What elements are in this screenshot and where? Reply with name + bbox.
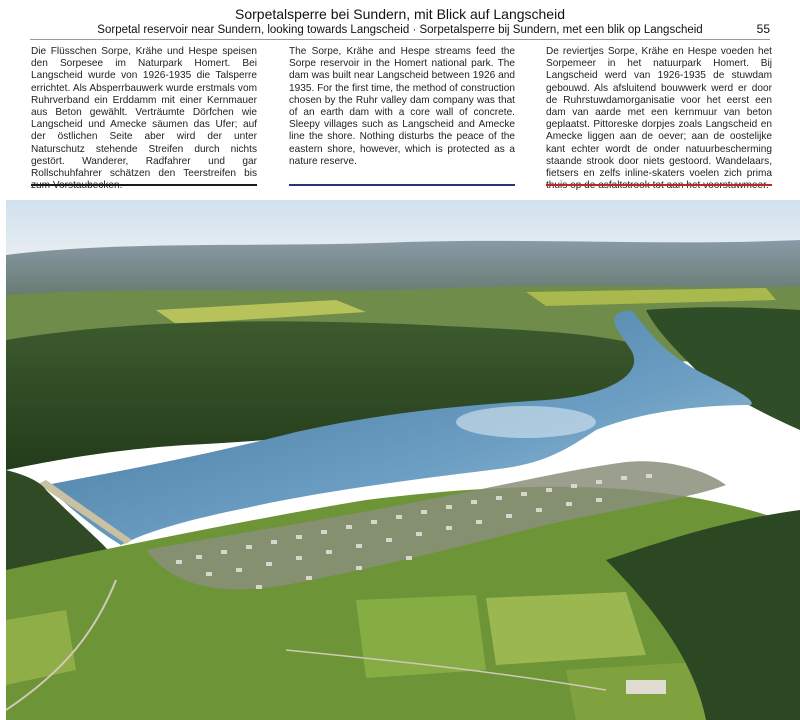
page-subtitle: Sorpetal reservoir near Sundern, looking towards Langscheid · Sorpetalsperre bij Sundern, met een blik op Langscheid xyxy=(97,24,703,36)
page-title: Sorpetalsperre bei Sundern, mit Blick auf Langscheid xyxy=(235,6,565,22)
english-column-rule xyxy=(289,184,515,186)
german-paragraph: Die Flüsschen Sorpe, Krähe und Hespe speisen den Sorpesee im Naturpark Homert. Bei Langscheid wurde von 1926-1935 die Talsperre errichtet. Als Absperrbauwerk wurde erstmals vom Ruhrverband ein Erddamm mit einer Kernmauer aus Beton gewählt. Verträumte Dörfchen wie Langscheid und Amecke säumen das Ufer; auf der östlichen Seite aber wird der unter Naturschutz stehende Streifen durch nichts gestört. Wanderer, Radfahrer und gar Rollschuhfahrer schätzen den Teerstreifen bis xyxy=(31,46,257,180)
sun-glare xyxy=(456,406,596,438)
english-text-column xyxy=(289,46,515,168)
page-header xyxy=(30,6,770,37)
dutch-column-rule xyxy=(546,184,772,186)
green-field xyxy=(356,595,486,678)
english-paragraph: The Sorpe, Krähe and Hespe streams feed the Sorpe reservoir in the Homert national park. The dam was built near Langscheid between 1926 and 1935. For the first time, the method of construction chosen by the Ruhr valley dam company was that of an earth dam with a core wall of concrete. Sleepy villages such as Langscheid and Amecke line the shore. Nothing disturbs the peace of the eastern shore, however, which is protected as a nature reserve. xyxy=(289,46,515,167)
german-column-rule xyxy=(31,184,257,186)
dutch-paragraph: De reviertjes Sorpe, Krähe en Hespe voeden het Sorpemeer in het natuurpark Homert. Bij Langscheid werd van 1926-1935 de stuwdam gebouwd. Als afsluitend bouwwerk werd er door de Ruhrstuwdamorganisatie voor het eerst een dam van aarde met een kernmuur van beton geplaatst. Pittoreske dorpjes zoals Langscheid en Amecke liggen aan de oever; aan de oostelijke kant echter wordt de onder natuurbescherming staande strook door niets gestoord. Wandelaars, fietsers en zelfs inline-skaters voelen zich prima xyxy=(546,46,772,180)
german-text-column xyxy=(31,46,257,192)
dutch-text-column xyxy=(546,46,772,192)
header-divider xyxy=(30,39,770,40)
building xyxy=(626,680,666,694)
green-field xyxy=(486,592,646,665)
aerial-photo-sorpe-reservoir xyxy=(6,200,800,720)
page-number: 55 xyxy=(756,22,770,36)
